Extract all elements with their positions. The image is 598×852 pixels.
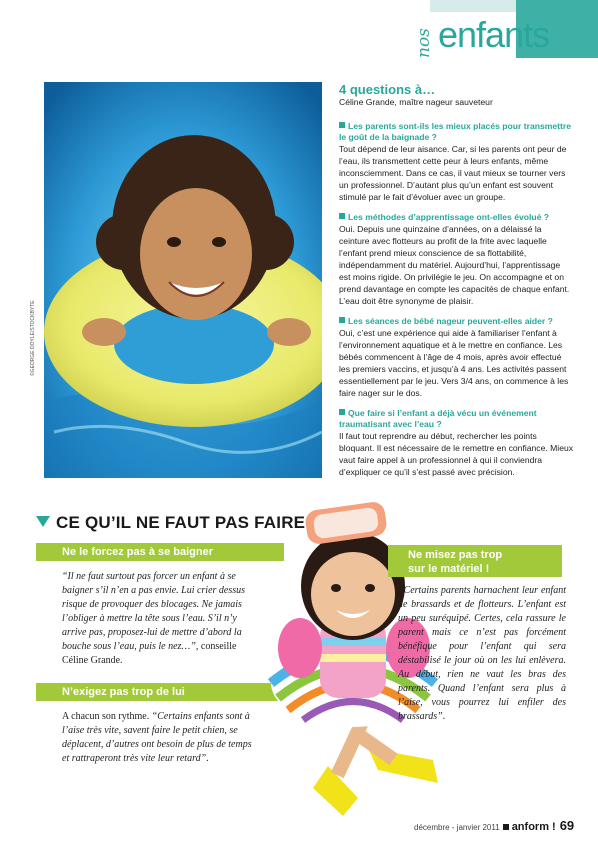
question-3: Les séances de bébé nageur peuvent-elles aider ? xyxy=(339,316,574,327)
question-4: Que faire si l’enfant a déjà vécu un événement traumatisant avec l’eau ? xyxy=(339,408,537,429)
magazine-brand: anform ! xyxy=(511,821,556,833)
square-icon xyxy=(503,824,509,830)
photo-child-float-illustration xyxy=(44,82,322,478)
bullet-square-icon xyxy=(339,213,345,219)
answer-2: Oui. Depuis une quinzaine d’années, on a délaissé la ceinture avec flotteurs au profit de la frite avec laquelle l’enfant prend mieux conscience de sa flottabilité, indépendamment du matériel. Aujourd’hui, l’apprentissage est moins rigide. On privilégie le jeu. On accompagne et on prend davantage en compte les capacités de chaque enfant. L’eau doit être synonyme de plaisir. xyxy=(339,224,570,306)
tip3-heading: Ne misez pas trop sur le matériel ! xyxy=(388,545,562,577)
section-title: enfants xyxy=(438,14,550,55)
issue-date: décembre - janvier 2011 xyxy=(414,823,500,832)
question-1: Les parents sont-ils les mieux placés pour transmettre le goût de la baignade ? xyxy=(339,121,572,142)
interview-subtitle: Céline Grande, maître nageur sauveteur xyxy=(339,97,493,107)
photo-child-float xyxy=(44,82,322,478)
bullet-square-icon xyxy=(339,317,345,323)
question-2: Les méthodes d’apprentissage ont-elles évolué ? xyxy=(339,212,574,223)
tip2-heading: N’exigez pas trop de lui xyxy=(36,683,284,701)
answer-1: Tout dépend de leur aisance. Car, si les parents ont peur de l’eau, ils transmettent cette peur à leurs enfants, même inconsciemment. Dans ce cas, il vaut mieux se tourner vers un professionnel. D’autant plus qu’un enfant est souvent stimulé par le fait d’évoluer avec un groupe. xyxy=(339,144,567,202)
bullet-square-icon xyxy=(339,122,345,128)
tip3-body: “Certains parents harnachent leur enfant de brassards et de flotteurs. L’enfant est un peu suréquipé. Certes, cela rassure le parent mais ce n’est pas forcément bénéfique pour l’enfant qui sera déstabilisé le jour où on les lui enlèvera. Au début, rien ne vaut les bras des parents. Quand l’enfant sera plus à l’aise, vous pourrez lui enfiler des brassards”. xyxy=(398,585,566,722)
interview-body xyxy=(339,121,574,487)
tip1-body: “Il ne faut surtout pas forcer un enfant à se baigner s’il n’en a pas envie. Lui crier dessus risque de provoquer des blocages. Ne jamais l’obliger à mettre la tête sous l’eau. S’il n’y arrive pas, proposez-lui de mettre d’abord la bouche sous l’eau, puis le nez…”, conseille Céline Grande. xyxy=(62,571,246,666)
dont-section-title: CE QU’IL NE FAUT PAS FAIRE xyxy=(36,513,305,533)
interview-title: 4 questions à… xyxy=(339,82,436,97)
tip2-body: A chacun son rythme. “Certains enfants sont à l’aise très vite, savent faire le petit chien, se déplacent, d’autres ont besoin de plus de temps et rattraperont très vite leur retard”. xyxy=(62,711,252,764)
bullet-square-icon xyxy=(339,409,345,415)
page-number: 69 xyxy=(559,818,575,833)
photo-credit: ©GEORGE DOYLE/STOCKBYTE xyxy=(30,300,36,376)
section-prefix: nos xyxy=(414,28,434,58)
page-footer xyxy=(414,818,574,833)
answer-3: Oui, c’est une expérience qui aide à familiariser l’enfant à l’environnement aquatique et à le mettre en confiance. Les bébés commencent à l’âge de 4 mois, après avoir effectué les premiers vaccins, et jusqu’à 4 ans. Les activités passent essentiellement par le jeu. Vers 3/4 ans, on commence à les faire nager sur le dos. xyxy=(339,328,569,398)
triangle-down-icon xyxy=(36,516,50,527)
tip1-heading: Ne le forcez pas à se baigner xyxy=(36,543,284,561)
answer-4: Il faut tout reprendre au début, rechercher les points bloquant. Il est nécessaire de le remettre en confiance. Mieux vaut faire appel à un professionnel à qui il conviendra d’expliquer ce qu’il s’est passé avec précision. xyxy=(339,431,574,477)
